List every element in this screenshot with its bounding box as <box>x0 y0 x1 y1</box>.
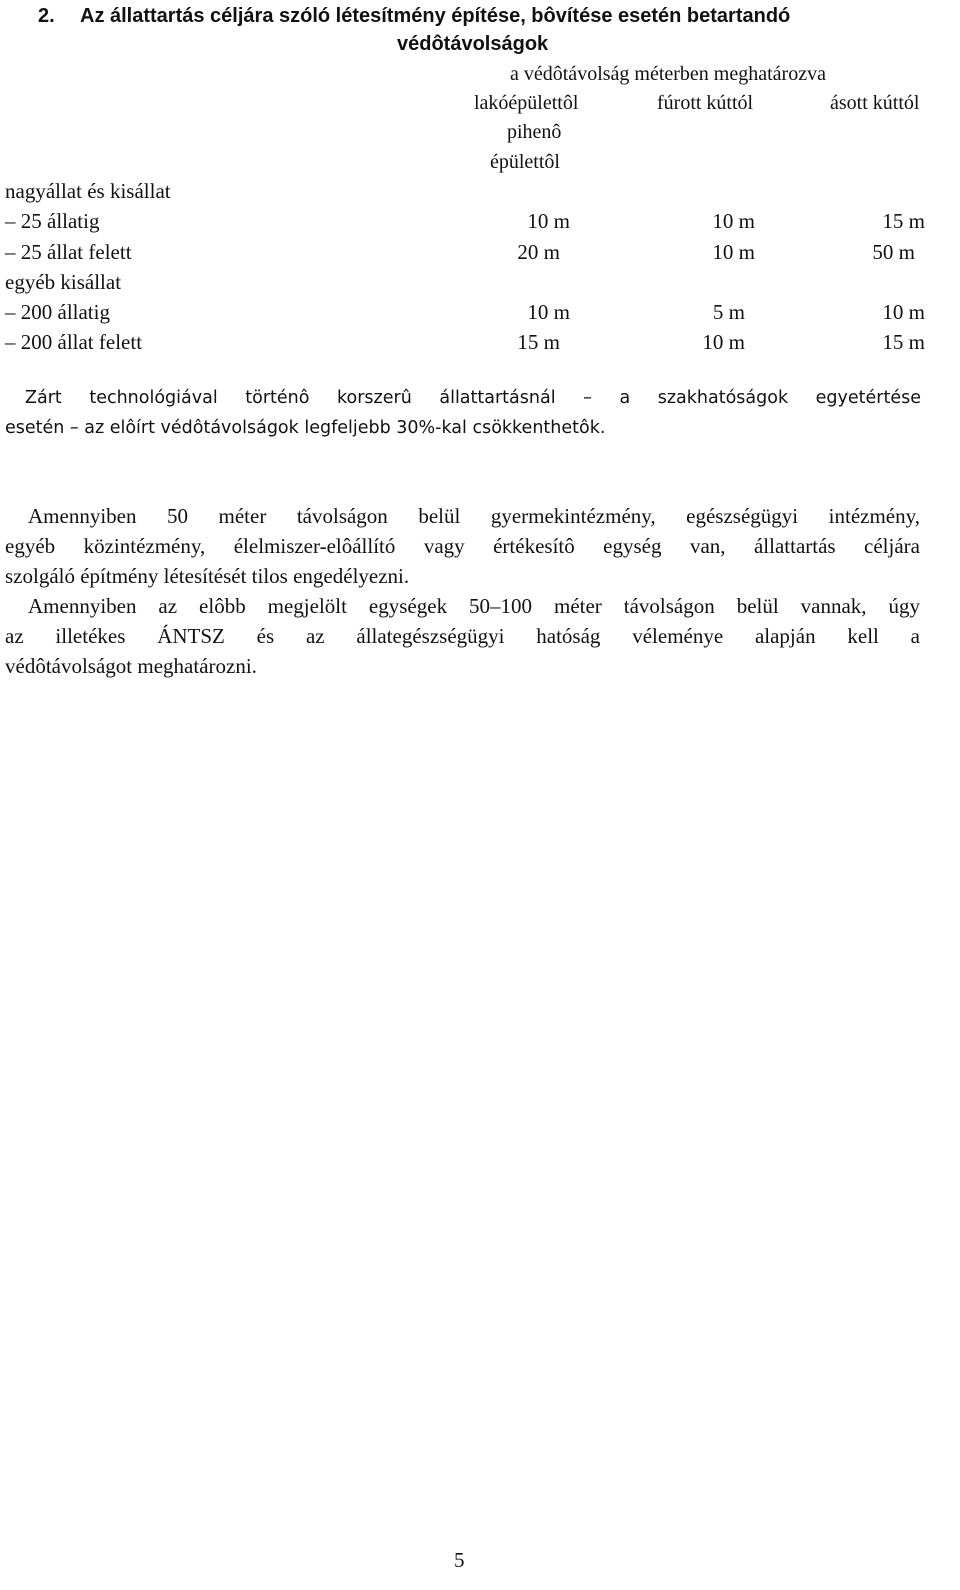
table-cell: 10 m <box>527 209 570 233</box>
row-label: – 200 állat felett <box>5 330 143 354</box>
note-line2: esetén – az elôírt védôtávolságok legfeljebb 30%-kal csökkenthetôk. <box>5 418 606 438</box>
paragraph1-line2: egyéb közintézmény, élelmiszer-elôállító vagy értékesítô egység van, állattartás céljára <box>5 534 920 558</box>
page-number: 5 <box>454 1548 465 1572</box>
section-title-line1: Az állattartás céljára szóló létesítmény építése, bôvítése esetén betartandó <box>80 5 791 27</box>
table-cell: 15 m <box>517 330 560 354</box>
table-cell: 20 m <box>517 240 560 264</box>
paragraph2-line3: védôtávolságot meghatározni. <box>5 654 257 678</box>
table-cell: 10 m <box>527 300 570 324</box>
group-label-nagyallat: nagyállat és kisállat <box>5 179 171 203</box>
col-header-pihenó: pihenô <box>507 121 562 143</box>
table-cell: 10 m <box>712 240 755 264</box>
table-cell: 15 m <box>882 330 925 354</box>
group-label-egyeb-kisallat: egyéb kisállat <box>5 270 122 294</box>
col-header-furott-kuttol: fúrott kúttól <box>657 92 754 114</box>
col-header-asott-kuttol: ásott kúttól <box>830 92 920 114</box>
table-cell: 10 m <box>702 330 745 354</box>
table-cell: 15 m <box>882 209 925 233</box>
section-number: 2. <box>38 5 55 27</box>
table-cell: 10 m <box>712 209 755 233</box>
row-label: – 25 állatig <box>5 209 100 233</box>
row-label: – 25 állat felett <box>5 240 132 264</box>
paragraph1-line1: Amennyiben 50 méter távolságon belül gyermekintézmény, egészségügyi intézmény, <box>28 504 920 528</box>
col-header-lakoepulettol: lakóépülettôl <box>474 92 579 114</box>
table-cell: 10 m <box>882 300 925 324</box>
paragraph1-line3: szolgáló építmény létesítését tilos engedélyezni. <box>5 564 410 588</box>
col-header-epulettol: épülettôl <box>490 151 560 173</box>
section-title-line2: védôtávolságok <box>397 33 549 55</box>
paragraph2-line1: Amennyiben az elôbb megjelölt egységek 50–100 méter távolságon belül vannak, úgy <box>28 594 920 618</box>
note-line1: Zárt technológiával történô korszerû állattartásnál – a szakhatóságok egyetértése <box>25 388 921 408</box>
table-caption: a védôtávolság méterben meghatározva <box>510 63 826 85</box>
table-cell: 50 m <box>872 240 915 264</box>
row-label: – 200 állatig <box>5 300 110 324</box>
table-cell: 5 m <box>712 300 745 324</box>
paragraph2-line2: az illetékes ÁNTSZ és az állategészségügyi hatóság véleménye alapján kell a <box>5 624 920 648</box>
